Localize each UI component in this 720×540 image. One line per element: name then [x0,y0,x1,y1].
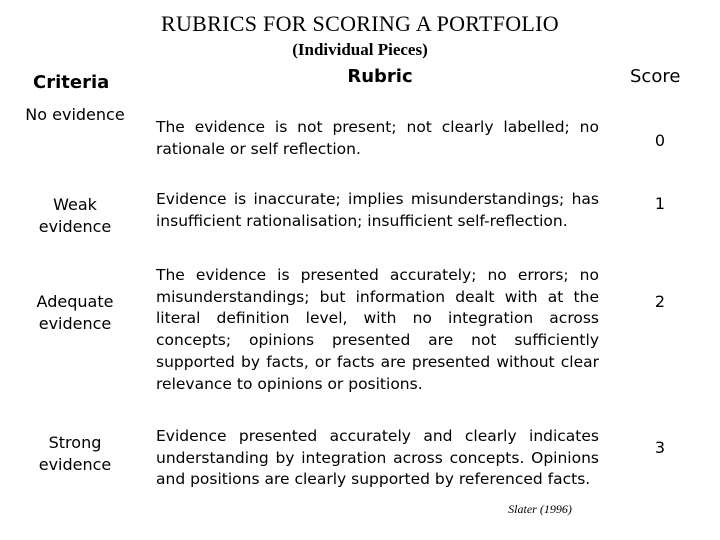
criteria-weak-evidence: Weak evidence [38,195,112,236]
rubric-weak-evidence: Evidence is inaccurate; implies misunderstandings; has insufficient rationalisation; insufficient self-reflection. [156,190,599,230]
criteria-strong-evidence: Strong evidence [38,433,112,474]
citation: Slater (1996) [508,502,572,516]
score-weak-evidence: 1 [654,194,666,213]
criteria-no-evidence: No evidence [25,105,125,124]
score-strong-evidence: 3 [654,438,666,457]
criteria-adequate-evidence: Adequate evidence [36,292,114,333]
page-subtitle: (Individual Pieces) [292,40,428,59]
score-adequate-evidence: 2 [654,292,666,311]
page-title: RUBRICS FOR SCORING A PORTFOLIO [161,11,559,36]
rubric-strong-evidence: Evidence presented accurately and clearly indicates understanding by integration across concepts. Opinions and positions are clearly supported by referenced facts. [156,427,599,489]
score-column-header: Score [630,66,681,87]
rubric-no-evidence: The evidence is not present; not clearly labelled; no rationale or self reflection. [156,118,599,158]
criteria-column-header: Criteria [33,72,110,93]
rubric-adequate-evidence: The evidence is presented accurately; no errors; no misunderstandings; but information dealt with at the literal definition level, with no integration across concepts; opinions presented are not sufficiently supported by facts, or facts are presented without clear relevance to opinions or positions. [156,266,599,393]
score-no-evidence: 0 [654,131,666,150]
rubric-column-header: Rubric [347,66,413,87]
